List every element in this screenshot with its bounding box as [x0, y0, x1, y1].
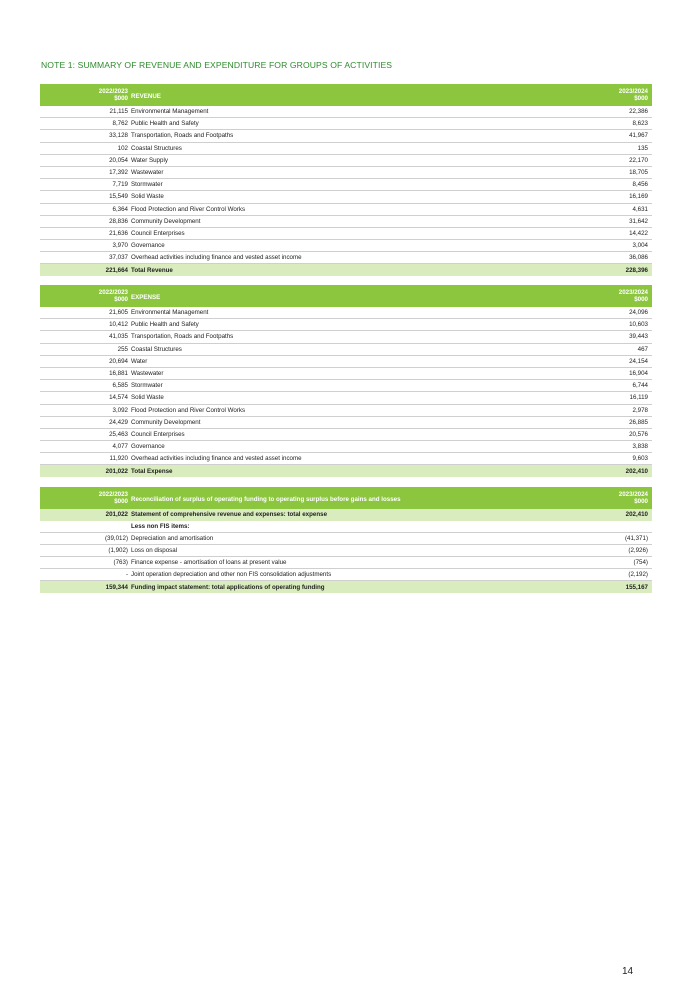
statement-total-row [40, 509, 652, 521]
curr-value: 8,623 [572, 118, 652, 130]
prev-value: 25,463 [40, 428, 130, 440]
row-label: Public Health and Safety [130, 319, 572, 331]
prev-value: 255 [40, 343, 130, 355]
prev-value: 7,719 [40, 179, 130, 191]
row-label: Statement of comprehensive revenue and expenses: total expense [130, 509, 572, 521]
table-row [40, 307, 652, 319]
prev-value: 6,364 [40, 203, 130, 215]
table-row [40, 392, 652, 404]
revenue-table-block [40, 84, 652, 276]
row-label: Governance [130, 441, 572, 453]
header-prev-year: 2022/2023 $000 [40, 487, 130, 509]
row-label: Environmental Management [130, 307, 572, 319]
prev-value: 10,412 [40, 319, 130, 331]
reconciliation-table-block [40, 487, 652, 593]
table-row [40, 142, 652, 154]
total-row [40, 581, 652, 593]
table-row [40, 319, 652, 331]
row-label: Loss on disposal [130, 544, 572, 556]
prev-value: 159,344 [40, 581, 130, 593]
prev-value: 21,605 [40, 307, 130, 319]
row-label: Governance [130, 240, 572, 252]
table-row [40, 355, 652, 367]
table-row [40, 203, 652, 215]
table-row [40, 453, 652, 465]
table-row [40, 252, 652, 264]
curr-value: 24,154 [572, 355, 652, 367]
curr-value: 16,904 [572, 367, 652, 379]
total-row [40, 465, 652, 477]
curr-value: 2,978 [572, 404, 652, 416]
row-label: Total Revenue [130, 264, 572, 276]
curr-value: 22,170 [572, 154, 652, 166]
row-label: Funding impact statement: total applications of operating funding [130, 581, 572, 593]
row-label: Solid Waste [130, 392, 572, 404]
curr-value: 155,167 [572, 581, 652, 593]
curr-value: (2,192) [572, 569, 652, 581]
row-label: Public Health and Safety [130, 118, 572, 130]
table-row [40, 106, 652, 118]
row-label: Transportation, Roads and Footpaths [130, 331, 572, 343]
row-label: Stormwater [130, 380, 572, 392]
curr-value [572, 521, 652, 533]
curr-value: 228,396 [572, 264, 652, 276]
revenue-header-row [40, 84, 652, 106]
prev-value: 33,128 [40, 130, 130, 142]
curr-value: 24,096 [572, 307, 652, 319]
curr-value: 467 [572, 343, 652, 355]
prev-value: 37,037 [40, 252, 130, 264]
prev-value: 20,054 [40, 154, 130, 166]
less-items-row [40, 521, 652, 533]
table-row [40, 191, 652, 203]
row-label: Depreciation and amortisation [130, 532, 572, 544]
prev-value: 21,115 [40, 106, 130, 118]
prev-value: 3,092 [40, 404, 130, 416]
table-row [40, 154, 652, 166]
table-row [40, 416, 652, 428]
table-row [40, 367, 652, 379]
row-label: Community Development [130, 215, 572, 227]
prev-value: 21,636 [40, 227, 130, 239]
table-row [40, 166, 652, 178]
curr-value: 202,410 [572, 509, 652, 521]
row-label: Water Supply [130, 154, 572, 166]
row-label: Water [130, 355, 572, 367]
curr-value: 10,603 [572, 319, 652, 331]
row-label: Flood Protection and River Control Works [130, 404, 572, 416]
table-row [40, 441, 652, 453]
total-row [40, 264, 652, 276]
table-row [40, 532, 652, 544]
row-label: Wastewater [130, 166, 572, 178]
curr-value: (2,926) [572, 544, 652, 556]
row-label: Coastal Structures [130, 343, 572, 355]
header-curr-year: 2023/2024 $000 [572, 285, 652, 307]
prev-value: 24,429 [40, 416, 130, 428]
curr-value: 16,119 [572, 392, 652, 404]
curr-value: 6,744 [572, 380, 652, 392]
row-label: Total Expense [130, 465, 572, 477]
table-row [40, 428, 652, 440]
prev-value: (1,902) [40, 544, 130, 556]
prev-value: 14,574 [40, 392, 130, 404]
curr-value: 22,386 [572, 106, 652, 118]
prev-value: 6,585 [40, 380, 130, 392]
prev-value: 15,549 [40, 191, 130, 203]
curr-value: 18,705 [572, 166, 652, 178]
note-title: NOTE 1: SUMMARY OF REVENUE AND EXPENDITURE FOR GROUPS OF ACTIVITIES [41, 60, 393, 70]
prev-value: (763) [40, 557, 130, 569]
reconciliation-header-row [40, 487, 652, 509]
curr-value: 26,885 [572, 416, 652, 428]
row-label: Community Development [130, 416, 572, 428]
row-label: Flood Protection and River Control Works [130, 203, 572, 215]
row-label: Stormwater [130, 179, 572, 191]
table-row [40, 569, 652, 581]
table-row [40, 557, 652, 569]
table-row [40, 331, 652, 343]
row-label: Transportation, Roads and Footpaths [130, 130, 572, 142]
table-row [40, 240, 652, 252]
table-row [40, 130, 652, 142]
header-label: REVENUE [130, 84, 572, 106]
header-label: EXPENSE [130, 285, 572, 307]
prev-value: 16,881 [40, 367, 130, 379]
row-label: Overhead activities including finance and vested asset income [130, 453, 572, 465]
curr-value: 14,422 [572, 227, 652, 239]
header-label: Reconciliation of surplus of operating funding to operating surplus before gains and losses [130, 487, 572, 509]
page-number: 14 [622, 966, 634, 977]
expense-table [40, 285, 652, 477]
prev-value [40, 521, 130, 533]
header-prev-year: 2022/2023 $000 [40, 84, 130, 106]
curr-value: 9,603 [572, 453, 652, 465]
expense-header-row [40, 285, 652, 307]
curr-value: 20,576 [572, 428, 652, 440]
curr-value: 16,169 [572, 191, 652, 203]
prev-value: 11,920 [40, 453, 130, 465]
table-row [40, 404, 652, 416]
row-label: Wastewater [130, 367, 572, 379]
row-label: Solid Waste [130, 191, 572, 203]
prev-value: (39,012) [40, 532, 130, 544]
row-label: Environmental Management [130, 106, 572, 118]
row-label: Council Enterprises [130, 428, 572, 440]
table-row [40, 544, 652, 556]
row-label: Council Enterprises [130, 227, 572, 239]
curr-value: (754) [572, 557, 652, 569]
curr-value: 135 [572, 142, 652, 154]
table-row [40, 343, 652, 355]
table-row [40, 118, 652, 130]
curr-value: 202,410 [572, 465, 652, 477]
revenue-table [40, 84, 652, 276]
prev-value: 102 [40, 142, 130, 154]
table-row [40, 215, 652, 227]
reconciliation-table [40, 487, 652, 593]
curr-value: 8,456 [572, 179, 652, 191]
curr-value: 36,086 [572, 252, 652, 264]
prev-value: 41,035 [40, 331, 130, 343]
prev-value: 221,664 [40, 264, 130, 276]
row-label: Joint operation depreciation and other non FIS consolidation adjustments [130, 569, 572, 581]
prev-value: 201,022 [40, 465, 130, 477]
prev-value: 201,022 [40, 509, 130, 521]
row-label: Finance expense - amortisation of loans at present value [130, 557, 572, 569]
curr-value: 3,004 [572, 240, 652, 252]
header-prev-year: 2022/2023 $000 [40, 285, 130, 307]
row-label: Coastal Structures [130, 142, 572, 154]
row-label: Less non FIS items: [130, 521, 572, 533]
prev-value: 3,970 [40, 240, 130, 252]
header-curr-year: 2023/2024 $000 [572, 487, 652, 509]
table-row [40, 179, 652, 191]
table-row [40, 227, 652, 239]
row-label: Overhead activities including finance and vested asset income [130, 252, 572, 264]
prev-value: 17,392 [40, 166, 130, 178]
curr-value: 3,838 [572, 441, 652, 453]
prev-value: 4,077 [40, 441, 130, 453]
prev-value: - [40, 569, 130, 581]
prev-value: 20,694 [40, 355, 130, 367]
prev-value: 28,836 [40, 215, 130, 227]
curr-value: 4,631 [572, 203, 652, 215]
curr-value: 41,967 [572, 130, 652, 142]
table-row [40, 380, 652, 392]
prev-value: 8,762 [40, 118, 130, 130]
curr-value: 31,642 [572, 215, 652, 227]
curr-value: 39,443 [572, 331, 652, 343]
header-curr-year: 2023/2024 $000 [572, 84, 652, 106]
curr-value: (41,371) [572, 532, 652, 544]
expense-table-block [40, 285, 652, 477]
